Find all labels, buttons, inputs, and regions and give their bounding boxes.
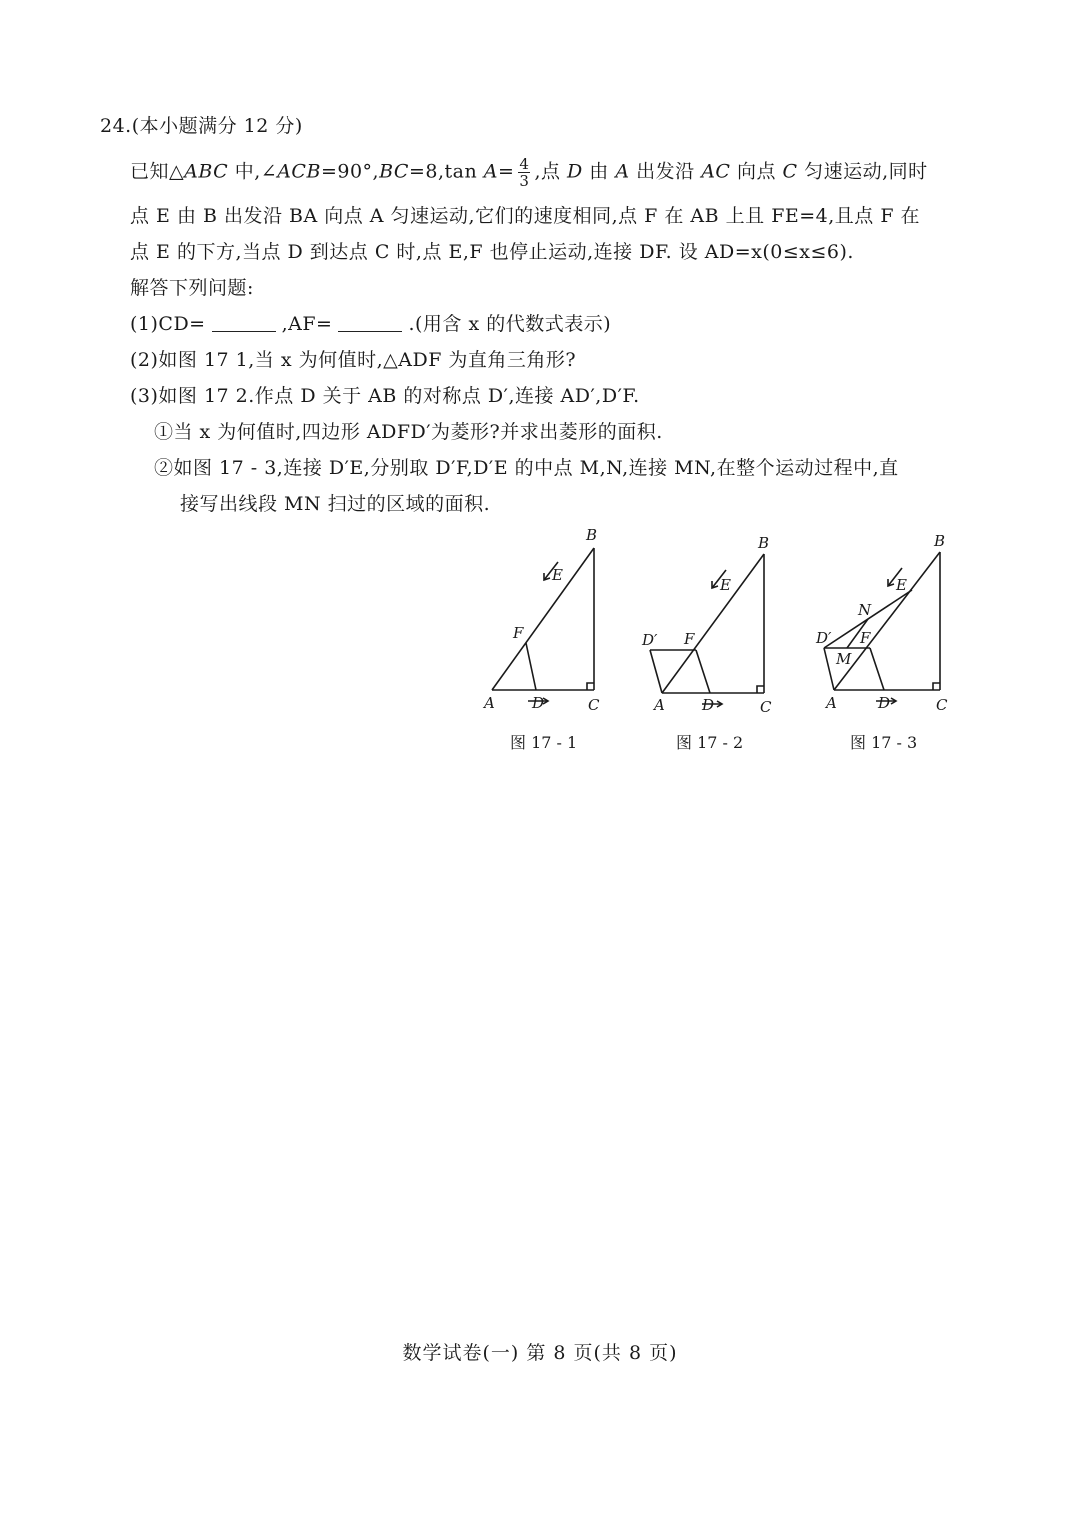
segment-df [870,648,884,690]
label-d: D [878,694,891,712]
label-d: D [702,696,715,714]
label-m: M [836,650,852,668]
segment-a-dp [824,648,834,690]
question-3-part-1: ①当 x 为何值时,四边形 ADFD′为菱形?并求出菱形的面积. [154,421,663,443]
segment-ab [662,554,764,693]
label-d-prime: D′ [642,631,658,649]
segment-ab [492,548,594,690]
fraction-four-thirds: $\frac{4}{3}$ [519,155,530,190]
figure-17-1 [470,520,620,720]
question-3-part-2-line-1: ②如图 17 - 3,连接 D′E,分别取 D′F,D′E 的中点 M,N,连接 MN,在整个运动过程中,直 [154,457,899,479]
caption-17-1: 图 17 - 1 [510,733,578,752]
segment-a-dp [650,650,662,693]
segment-df [696,650,710,693]
label-a: A [654,696,665,714]
question-3-part-2-line-2: 接写出线段 MN 扫过的区域的面积. [180,493,491,515]
question-2: (2)如图 17 1,当 x 为何值时,△ADF 为直角三角形? [130,349,577,371]
problem-line-4: 解答下列问题: [130,277,254,299]
problem-line-2: 点 E 由 B 出发沿 BA 向点 A 匀速运动,它们的速度相同,点 F 在 AB 上且 FE=4,且点 F 在 [130,205,921,227]
label-d: D [532,694,545,712]
label-c: C [936,696,948,714]
figure-17-2 [636,520,786,720]
right-angle-mark [933,683,940,690]
label-d-prime: D′ [816,629,832,647]
problem-header: 24.(本小题满分 12 分) [100,115,303,137]
label-a: A [484,694,495,712]
label-b: B [586,526,598,544]
label-c: C [760,698,772,716]
question-3: (3)如图 17 2.作点 D 关于 AB 的对称点 D′,连接 AD′,D′F. [130,385,640,407]
page-footer: 数学试卷(一) 第 8 页(共 8 页) [402,1342,678,1364]
label-b: B [934,532,946,550]
label-e: E [896,576,907,594]
answer-blank-af [338,313,402,332]
label-e: E [720,576,731,594]
question-1: (1)CD= ,AF= .(用含 x 的代数式表示) [130,313,612,335]
label-f: F [684,630,695,648]
label-c: C [588,696,600,714]
label-f: F [513,624,524,642]
label-n: N [858,601,872,619]
answer-blank-cd [212,313,276,332]
problem-line-3: 点 E 的下方,当点 D 到达点 C 时,点 E,F 也停止运动,连接 DF. 设 AD=x(0≤x≤6). [130,241,854,263]
right-angle-mark [587,683,594,690]
caption-17-2: 图 17 - 2 [676,733,744,752]
label-e: E [552,566,563,584]
problem-line-1: 已知△ABC 中,∠ACB=90°,BC=8,tan A= $\frac{4}{3}$ ,点 D 由 A 出发沿 AC 向点 C 匀速运动,同时 [130,155,928,190]
segment-df [526,643,536,690]
caption-17-3: 图 17 - 3 [850,733,918,752]
figure-17-3 [808,520,958,720]
label-f: F [860,629,871,647]
segment-ab [834,552,940,690]
label-a: A [826,694,837,712]
right-angle-mark [757,686,764,693]
label-b: B [758,534,770,552]
